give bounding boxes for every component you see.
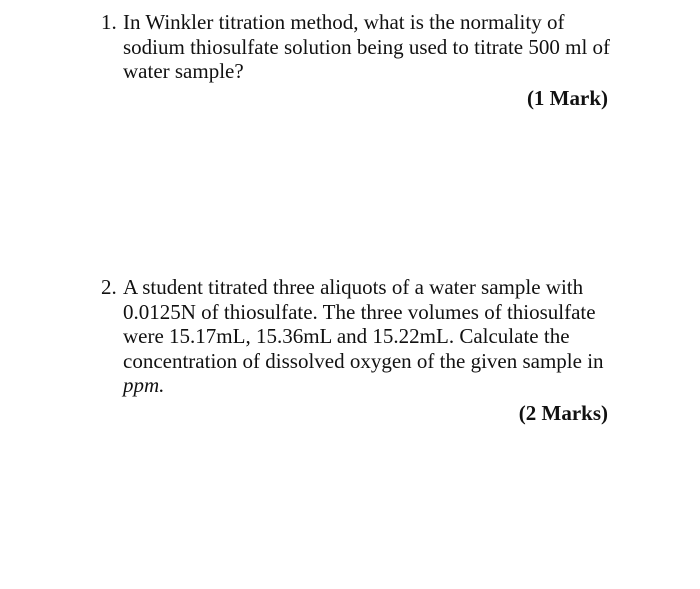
question-1-line-3: water sample? (123, 59, 244, 83)
question-1-body (101, 10, 616, 84)
question-2-line-5: ppm. (123, 373, 165, 397)
question-2 (101, 275, 616, 425)
question-2-number: 2. (101, 275, 117, 299)
question-2-line-4: concentration of dissolved oxygen of the given sample in (123, 348, 604, 373)
question-1-marks: (1 Mark) (526, 85, 608, 110)
question-2-text (123, 275, 616, 398)
question-2-line-3: were 15.17mL, 15.36mL and 15.22mL. Calculate the (123, 324, 570, 348)
question-2-line-1: A student titrated three aliquots of a water sample with (123, 275, 584, 299)
question-1-text (123, 10, 616, 84)
question-1 (101, 10, 616, 110)
question-1-number: 1. (101, 10, 117, 34)
question-2-marks: (2 Marks) (518, 400, 608, 425)
question-1-line-1: In Winkler titration method, what is the normality of (123, 10, 565, 34)
question-2-line-2: 0.0125N of thiosulfate. The three volumes of thiosulfate (123, 299, 596, 324)
question-2-body (101, 275, 616, 398)
question-1-line-2: sodium thiosulfate solution being used to titrate 500 ml of (123, 34, 611, 59)
